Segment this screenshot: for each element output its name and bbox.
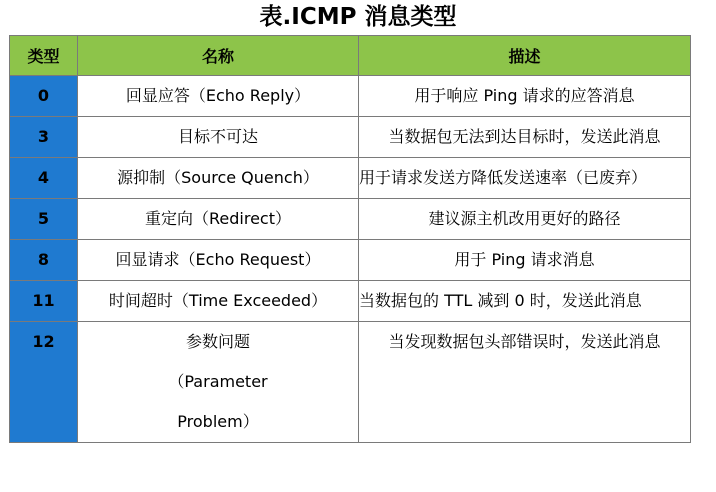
table-row	[10, 322, 691, 443]
table-row	[10, 240, 691, 281]
desc-cell: 当数据包的 TTL 减到 0 时，发送此消息	[359, 281, 691, 322]
table-row	[10, 117, 691, 158]
table-row	[10, 199, 691, 240]
desc-cell: 用于请求发送方降低发送速率（已废弃）	[359, 158, 691, 199]
type-cell: 3	[10, 117, 78, 158]
name-cell: 时间超时（Time Exceeded）	[78, 281, 359, 322]
desc-cell: 建议源主机改用更好的路径	[359, 199, 691, 240]
type-cell: 8	[10, 240, 78, 281]
name-cell: 回显应答（Echo Reply）	[78, 76, 359, 117]
name-cell: 重定向（Redirect）	[78, 199, 359, 240]
header-row	[10, 36, 691, 76]
desc-cell: 当数据包无法到达目标时，发送此消息	[359, 117, 691, 158]
desc-cell: 当发现数据包头部错误时，发送此消息	[359, 322, 691, 443]
table-row	[10, 281, 691, 322]
type-cell: 0	[10, 76, 78, 117]
name-cell: 回显请求（Echo Request）	[78, 240, 359, 281]
type-cell: 4	[10, 158, 78, 199]
type-cell: 5	[10, 199, 78, 240]
desc-cell: 用于 Ping 请求消息	[359, 240, 691, 281]
header-desc: 描述	[359, 36, 691, 76]
header-type: 类型	[10, 36, 78, 76]
name-cell: 参数问题（Parameter Problem）	[78, 322, 359, 443]
type-cell: 11	[10, 281, 78, 322]
table-row	[10, 76, 691, 117]
icmp-message-table	[9, 35, 691, 443]
header-name: 名称	[78, 36, 359, 76]
type-cell: 12	[10, 322, 78, 443]
name-cell: 源抑制（Source Quench）	[78, 158, 359, 199]
name-cell: 目标不可达	[78, 117, 359, 158]
desc-cell: 用于响应 Ping 请求的应答消息	[359, 76, 691, 117]
table-title: 表.ICMP 消息类型	[259, 4, 457, 30]
table-row	[10, 158, 691, 199]
